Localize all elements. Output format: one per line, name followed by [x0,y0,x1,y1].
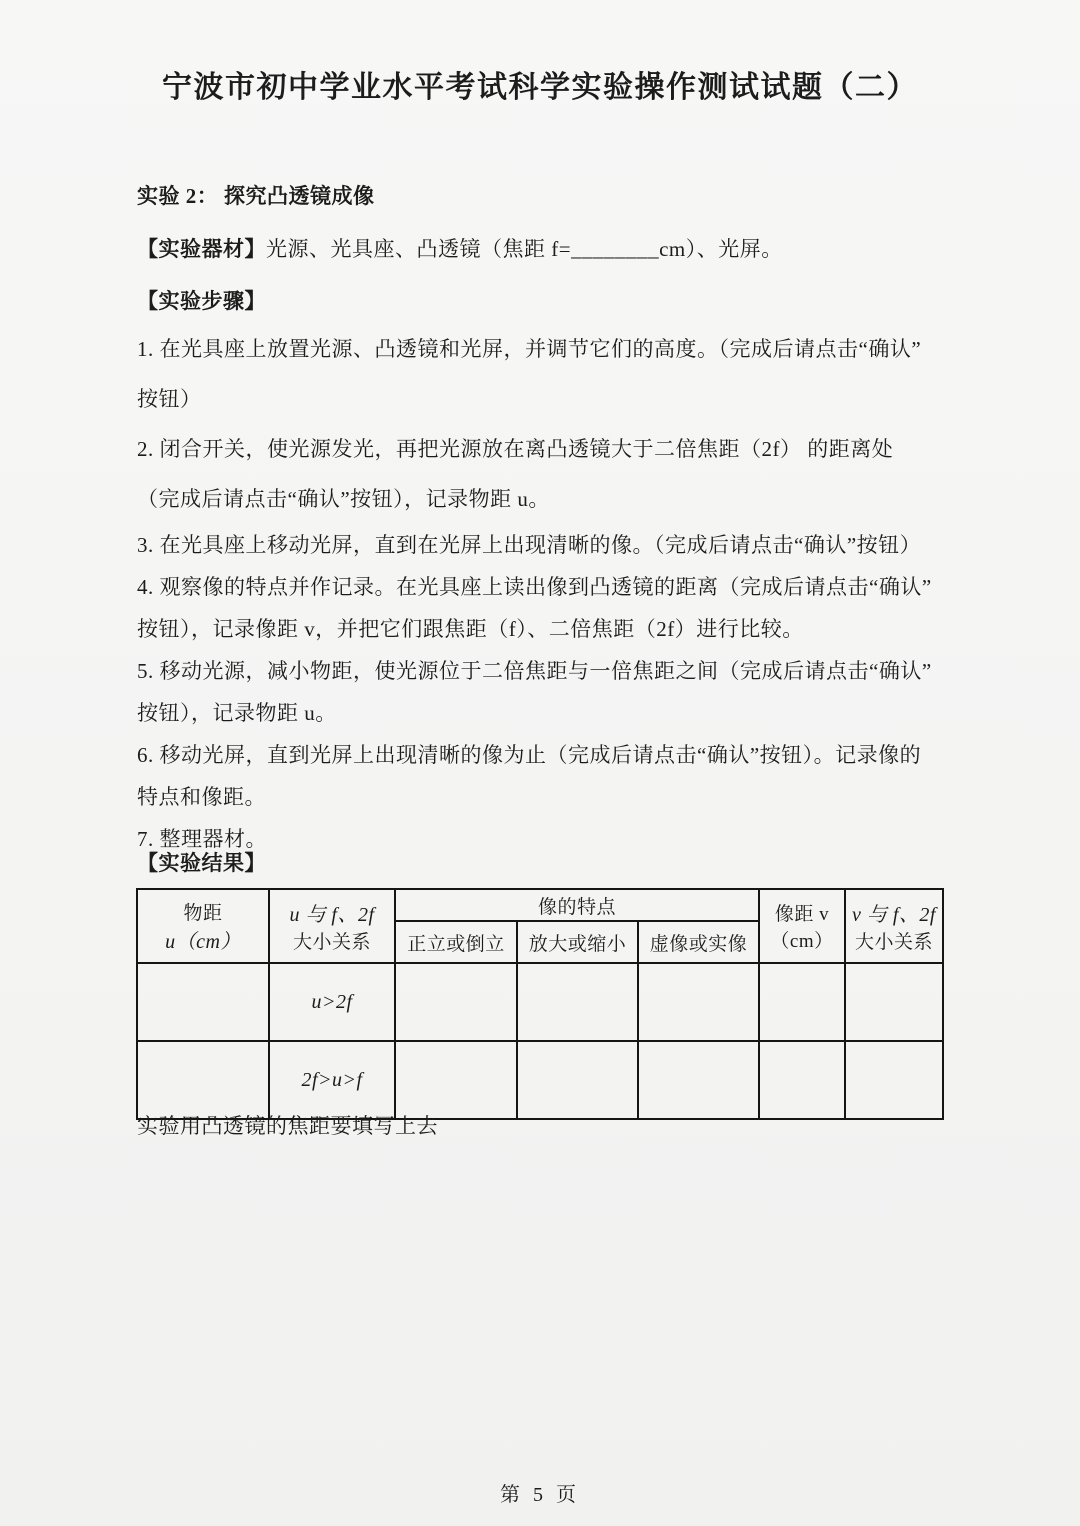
table-row [137,1041,943,1119]
step-2-line-1: 2. 闭合开关，使光源发光，再把光源放在离凸透镜大于二倍焦距（2f） 的距离处 [137,437,894,461]
cell-u-relation-2: 2f>u>f [269,1041,395,1119]
step-4-line-2: 按钮），记录像距 v，并把它们跟焦距（f）、二倍焦距（2f）进行比较。 [137,617,804,641]
header-object-distance-line1: 物距 [183,903,223,924]
steps-group-single-spaced [137,524,957,860]
step-5-line-1: 5. 移动光源，减小物距，使光源位于二倍焦距与一倍焦距之间（完成后请点击“确认” [137,659,932,683]
cell-v-relation-1 [845,963,943,1041]
steps-group-double-spaced [137,324,957,524]
page-number: 第 5 页 [500,1484,580,1506]
steps-list [137,324,957,860]
header-magnification: 放大或缩小 [517,921,638,963]
header-u-relation-line2: 大小关系 [292,932,371,953]
header-image-features: 像的特点 [395,889,759,921]
cell-u-1 [137,963,269,1041]
header-image-distance-line2: （cm） [770,931,834,952]
step-1-line-2: 按钮） [137,387,202,411]
experiment-heading: 实验 2： 探究凸透镜成像 [137,184,375,208]
header-image-distance [759,889,845,963]
header-v-relation [845,889,943,963]
step-1-line-1: 1. 在光具座上放置光源、凸透镜和光屏，并调节它们的高度。（完成后请点击“确认” [137,337,922,361]
header-u-relation [269,889,395,963]
cell-virtual-real-2 [638,1041,759,1119]
header-orientation: 正立或倒立 [395,921,517,963]
results-section-label: 【实验结果】 [137,851,266,875]
cell-virtual-real-1 [638,963,759,1041]
steps-section-label: 【实验步骤】 [137,289,266,313]
step-3-line-1: 3. 在光具座上移动光屏，直到在光屏上出现清晰的像。（完成后请点击“确认”按钮） [137,533,922,557]
materials-line [137,233,783,263]
step-2-line-2: （完成后请点击“确认”按钮），记录物距 u。 [137,487,550,511]
step-4-line-1: 4. 观察像的特点并作记录。在光具座上读出像到凸透镜的距离（完成后请点击“确认” [137,575,932,599]
cell-orientation-1 [395,963,517,1041]
header-virtual-real: 虚像或实像 [638,921,759,963]
step-7-line-1: 7. 整理器材。 [137,827,267,851]
cell-orientation-2 [395,1041,517,1119]
cell-magnification-1 [517,963,638,1041]
header-object-distance-line2: u（cm） [165,931,241,953]
results-table [136,888,944,1120]
cell-v-1 [759,963,845,1041]
materials-text: 光源、光具座、凸透镜（焦距 f=________cm）、光屏。 [266,237,783,261]
table-footnote: 实验用凸透镜的焦距要填写上去 [137,1114,438,1138]
cell-v-2 [759,1041,845,1119]
step-6-line-1: 6. 移动光屏，直到光屏上出现清晰的像为止（完成后请点击“确认”按钮）。记录像的 [137,743,922,767]
step-5-line-2: 按钮），记录物距 u。 [137,701,337,725]
header-v-relation-line1: v 与 f、2f [852,904,936,926]
header-u-relation-line1: u 与 f、2f [289,904,375,926]
header-v-relation-line2: 大小关系 [854,932,933,953]
header-object-distance [137,889,269,963]
table-row [137,963,943,1041]
materials-label: 【实验器材】 [137,237,266,261]
cell-u-2 [137,1041,269,1119]
step-6-line-2: 特点和像距。 [137,785,266,809]
cell-u-relation-1: u>2f [269,963,395,1041]
document-title: 宁波市初中学业水平考试科学实验操作测试试题（二） [162,71,918,104]
header-image-distance-line1: 像距 v [774,904,830,925]
cell-magnification-2 [517,1041,638,1119]
cell-v-relation-2 [845,1041,943,1119]
